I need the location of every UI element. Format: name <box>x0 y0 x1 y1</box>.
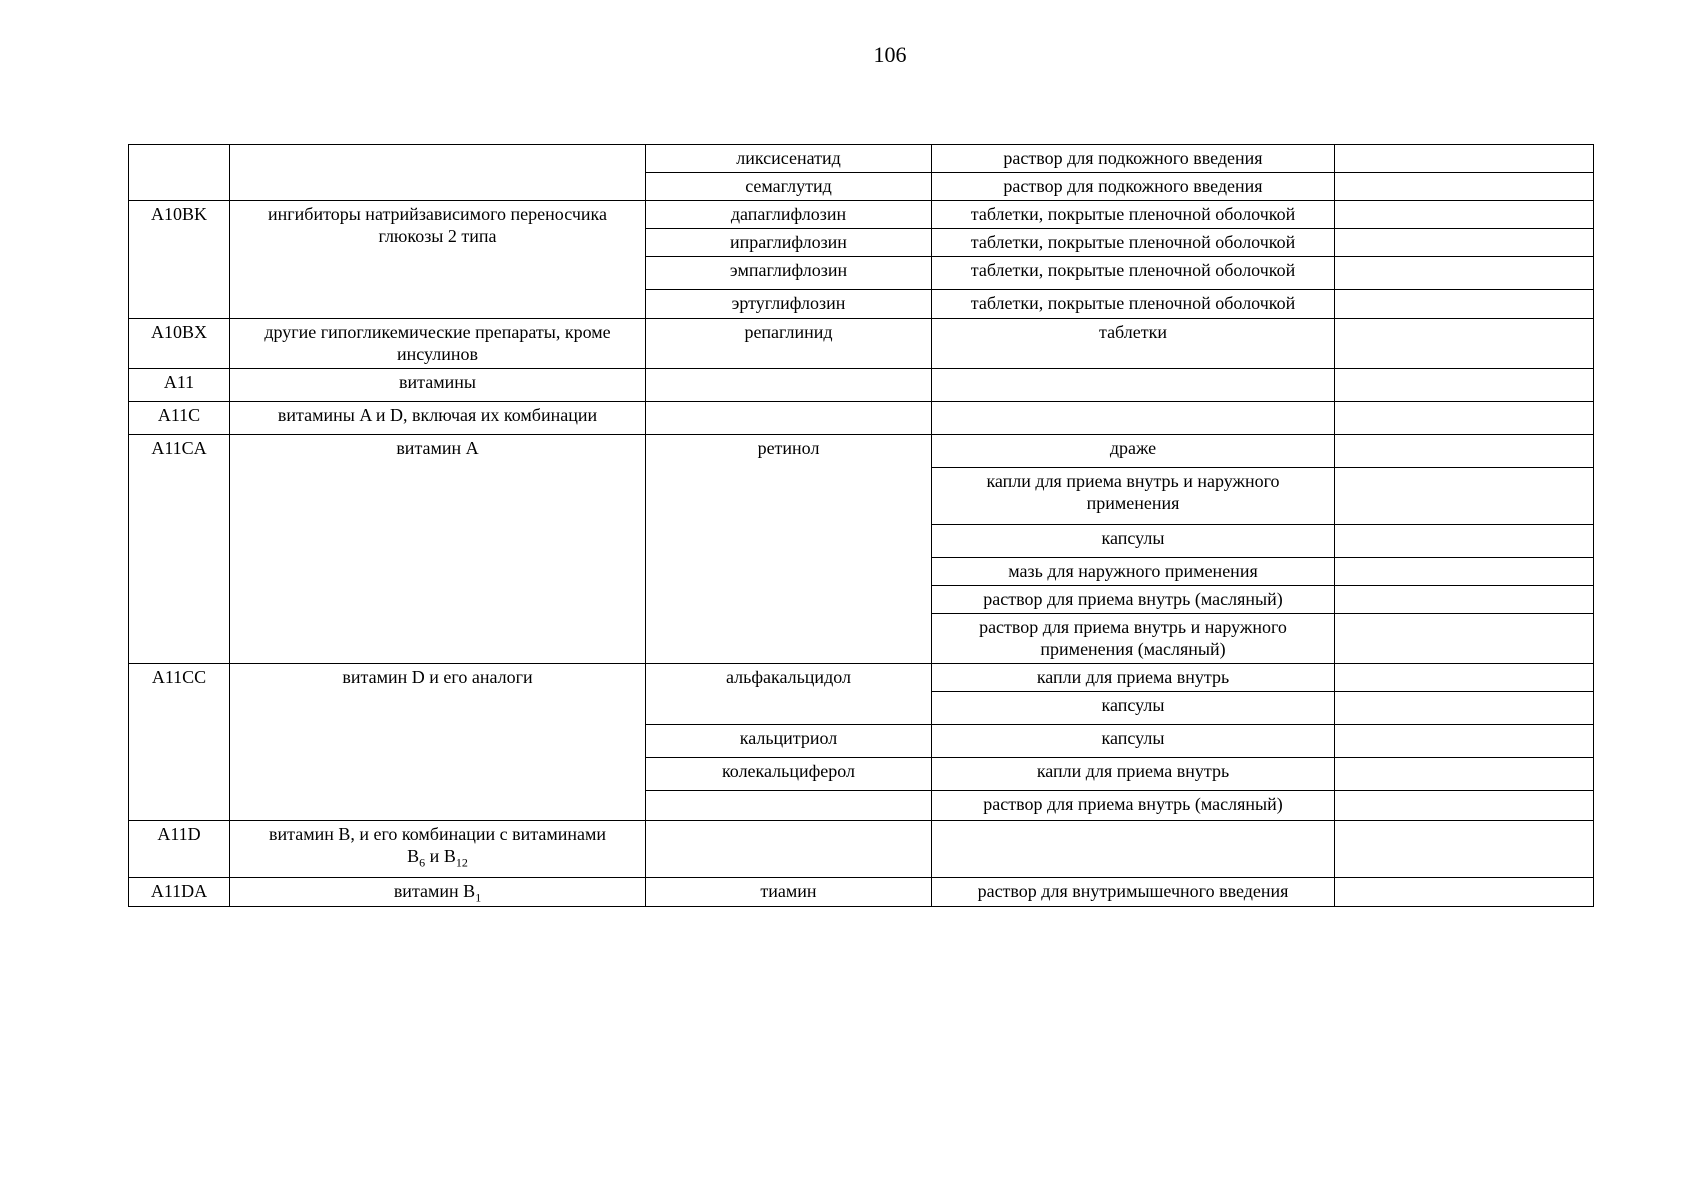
form-cell: раствор для приема внутрь (масляный) <box>932 791 1335 821</box>
extra-cell <box>1335 319 1594 369</box>
form-cell: раствор для внутримышечного введения <box>932 878 1335 907</box>
extra-cell <box>1335 791 1594 821</box>
vitamin-b12: B <box>443 846 456 866</box>
group-cell: витамин D и его аналоги <box>230 664 646 821</box>
form-cell: капсулы <box>932 525 1335 558</box>
form-cell: капли для приема внутрь и наружного применения <box>932 468 1335 525</box>
extra-cell <box>1335 435 1594 468</box>
conjunction: и <box>429 846 440 866</box>
table-row <box>129 435 1594 468</box>
form-cell: капсулы <box>932 692 1335 725</box>
extra-cell <box>1335 692 1594 725</box>
group-cell <box>230 878 646 907</box>
extra-cell <box>1335 201 1594 229</box>
vitamin-b6-subscript: 6 <box>419 855 426 870</box>
drug-cell: ретинол <box>646 435 932 664</box>
group-cell: витамины <box>230 369 646 402</box>
form-cell: капли для приема внутрь <box>932 664 1335 692</box>
group-cell: другие гипогликемические препараты, кроме инсулинов <box>230 319 646 369</box>
code-cell: A10BK <box>129 201 230 319</box>
extra-cell <box>1335 586 1594 614</box>
drug-cell: ликсисенатид <box>646 145 932 173</box>
drug-cell: ипраглифлозин <box>646 229 932 257</box>
drug-table <box>128 144 1594 907</box>
form-cell: драже <box>932 435 1335 468</box>
form-cell: таблетки, покрытые пленочной оболочкой <box>932 290 1335 319</box>
drug-cell: тиамин <box>646 878 932 907</box>
table-row <box>129 319 1594 369</box>
extra-cell <box>1335 369 1594 402</box>
extra-cell <box>1335 229 1594 257</box>
form-cell: раствор для приема внутрь (масляный) <box>932 586 1335 614</box>
table-row <box>129 369 1594 402</box>
extra-cell <box>1335 725 1594 758</box>
extra-cell <box>1335 664 1594 692</box>
extra-cell <box>1335 821 1594 878</box>
drug-cell: эртуглифлозин <box>646 290 932 319</box>
group-cell: витамины A и D, включая их комбинации <box>230 402 646 435</box>
page-number: 106 <box>873 42 907 67</box>
extra-cell <box>1335 290 1594 319</box>
extra-cell <box>1335 173 1594 201</box>
extra-cell <box>1335 145 1594 173</box>
vitamin-b1-subscript: 1 <box>475 890 482 905</box>
form-cell: мазь для наружного применения <box>932 558 1335 586</box>
form-cell: таблетки, покрытые пленочной оболочкой <box>932 201 1335 229</box>
form-cell <box>932 369 1335 402</box>
vitamin-b6: B <box>407 846 420 866</box>
form-cell: раствор для подкожного введения <box>932 145 1335 173</box>
drug-cell: семаглутид <box>646 173 932 201</box>
form-cell <box>932 821 1335 878</box>
code-cell: A11CA <box>129 435 230 664</box>
table-row <box>129 145 1594 173</box>
drug-cell: колекальциферол <box>646 758 932 791</box>
drug-cell: репаглинид <box>646 319 932 369</box>
code-cell: A11CC <box>129 664 230 821</box>
form-cell: раствор для приема внутрь и наружного применения (масляный) <box>932 614 1335 664</box>
code-cell-empty <box>129 145 230 201</box>
drug-cell-empty <box>646 791 932 821</box>
form-cell: таблетки, покрытые пленочной оболочкой <box>932 257 1335 290</box>
drug-cell: альфакальцидол <box>646 664 932 725</box>
form-cell: таблетки <box>932 319 1335 369</box>
group-text: витамин B, и его комбинации с витаминами <box>269 824 606 844</box>
drug-cell <box>646 369 932 402</box>
extra-cell <box>1335 758 1594 791</box>
drug-cell: дапаглифлозин <box>646 201 932 229</box>
extra-cell <box>1335 614 1594 664</box>
table-row <box>129 664 1594 692</box>
table-row <box>129 821 1594 878</box>
table-row <box>129 878 1594 907</box>
extra-cell <box>1335 878 1594 907</box>
drug-cell: эмпаглифлозин <box>646 257 932 290</box>
code-cell: A11C <box>129 402 230 435</box>
drug-cell <box>646 821 932 878</box>
extra-cell <box>1335 468 1594 525</box>
form-cell: раствор для подкожного введения <box>932 173 1335 201</box>
group-cell: ингибиторы натрийзависимого переносчика глюкозы 2 типа <box>230 201 646 319</box>
group-text: витамин B <box>393 881 476 901</box>
drug-cell <box>646 402 932 435</box>
drug-cell: кальцитриол <box>646 725 932 758</box>
code-cell: A11D <box>129 821 230 878</box>
group-cell: витамин A <box>230 435 646 664</box>
extra-cell <box>1335 558 1594 586</box>
form-cell: капсулы <box>932 725 1335 758</box>
form-cell <box>932 402 1335 435</box>
vitamin-b12-subscript: 12 <box>455 855 468 870</box>
form-cell: таблетки, покрытые пленочной оболочкой <box>932 229 1335 257</box>
extra-cell <box>1335 257 1594 290</box>
code-cell: A11 <box>129 369 230 402</box>
table-row <box>129 201 1594 229</box>
group-cell-empty <box>230 145 646 201</box>
form-cell: капли для приема внутрь <box>932 758 1335 791</box>
extra-cell <box>1335 525 1594 558</box>
group-cell <box>230 821 646 878</box>
code-cell: A11DA <box>129 878 230 907</box>
code-cell: A10BX <box>129 319 230 369</box>
extra-cell <box>1335 402 1594 435</box>
table-row <box>129 402 1594 435</box>
